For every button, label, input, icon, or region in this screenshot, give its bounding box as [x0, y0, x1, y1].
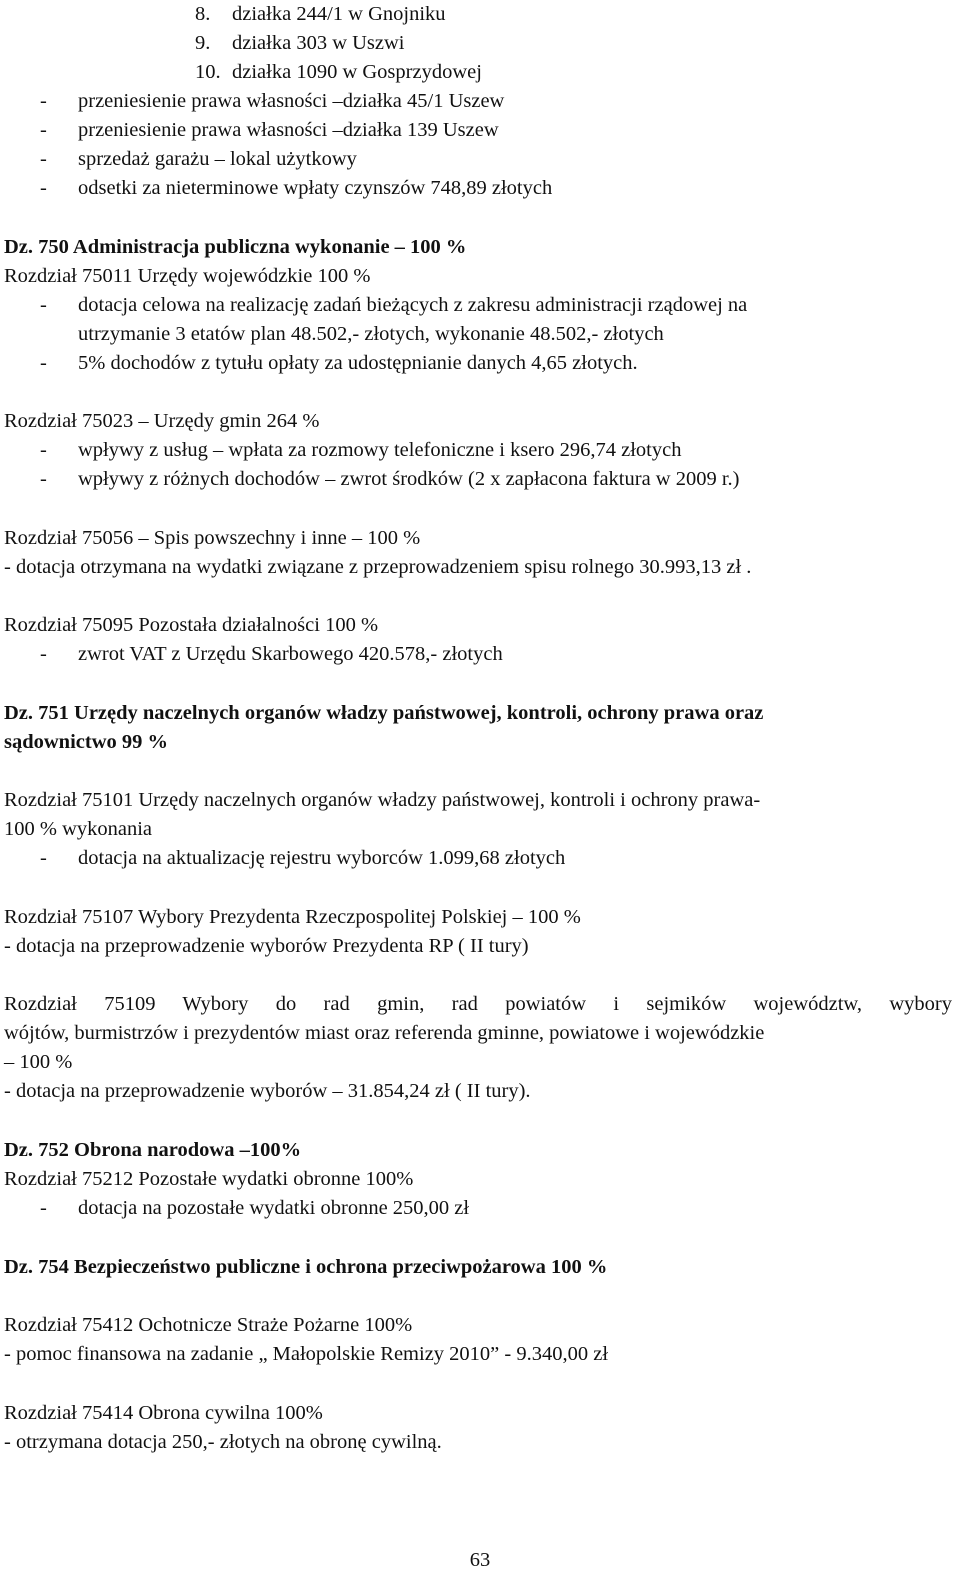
bullet-dash: -: [40, 119, 47, 141]
chapter-title-continuation: – 100 %: [4, 1051, 73, 1073]
bullet-dash: -: [40, 352, 47, 374]
list-item: działka 244/1 w Gnojniku: [232, 3, 446, 25]
list-item: działka 1090 w Gosprzydowej: [232, 61, 482, 83]
list-item: zwrot VAT z Urzędu Skarbowego 420.578,- złotych: [78, 643, 503, 665]
chapter-title-continuation: wójtów, burmistrzów i prezydentów miast oraz referenda gminne, powiatowe i wojewódzkie: [4, 1022, 765, 1044]
bullet-dash: -: [40, 148, 47, 170]
section-heading: Dz. 750 Administracja publiczna wykonanie – 100 %: [4, 236, 467, 258]
chapter-title: Rozdział 75414 Obrona cywilna 100%: [4, 1402, 323, 1424]
list-item: działka 303 w Uszwi: [232, 32, 405, 54]
list-item-continuation: utrzymanie 3 etatów plan 48.502,- złotych, wykonanie 48.502,- złotych: [78, 323, 664, 345]
chapter-title-continuation: 100 % wykonania: [4, 818, 153, 840]
section-heading: Dz. 752 Obrona narodowa –100%: [4, 1139, 302, 1161]
list-number: 10.: [195, 61, 221, 83]
list-item: dotacja na pozostałe wydatki obronne 250,00 zł: [78, 1197, 470, 1219]
list-number: 9.: [195, 32, 211, 54]
chapter-title: Rozdział 75095 Pozostała działalności 100 %: [4, 614, 379, 636]
list-item: przeniesienie prawa własności –działka 45/1 Uszew: [78, 90, 505, 112]
list-item: wpływy z usług – wpłata za rozmowy telefoniczne i ksero 296,74 złotych: [78, 439, 682, 461]
list-item: sprzedaż garażu – lokal użytkowy: [78, 148, 357, 170]
chapter-title: Rozdział 75056 – Spis powszechny i inne – 100 %: [4, 527, 421, 549]
bullet-dash: -: [40, 90, 47, 112]
section-heading-continuation: sądownictwo 99 %: [4, 731, 169, 753]
bullet-dash: -: [40, 177, 47, 199]
chapter-title: Rozdział 75011 Urzędy wojewódzkie 100 %: [4, 265, 371, 287]
chapter-title: Rozdział 75101 Urzędy naczelnych organów władzy państwowej, kontroli i ochrony prawa-: [4, 789, 761, 811]
bullet-dash: -: [40, 468, 47, 490]
list-item: wpływy z różnych dochodów – zwrot środków (2 x zapłacona faktura w 2009 r.): [78, 468, 740, 490]
page-number: 63: [469, 1549, 491, 1571]
paragraph: - otrzymana dotacja 250,- złotych na obronę cywilną.: [4, 1431, 442, 1453]
chapter-title: Rozdział 75412 Ochotnicze Straże Pożarne 100%: [4, 1314, 413, 1336]
list-item: przeniesienie prawa własności –działka 139 Uszew: [78, 119, 499, 141]
paragraph: - dotacja na przeprowadzenie wyborów – 31.854,24 zł ( II tury).: [4, 1080, 531, 1102]
chapter-title: Rozdział 75023 – Urzędy gmin 264 %: [4, 410, 320, 432]
section-heading: Dz. 751 Urzędy naczelnych organów władzy państwowej, kontroli, ochrony prawa oraz: [4, 702, 764, 724]
paragraph: - dotacja na przeprowadzenie wyborów Prezydenta RP ( II tury): [4, 935, 529, 957]
list-item: 5% dochodów z tytułu opłaty za udostępnianie danych 4,65 złotych.: [78, 352, 638, 374]
bullet-dash: -: [40, 847, 47, 869]
bullet-dash: -: [40, 439, 47, 461]
list-item: odsetki za nieterminowe wpłaty czynszów 748,89 złotych: [78, 177, 553, 199]
bullet-dash: -: [40, 643, 47, 665]
bullet-dash: -: [40, 1197, 47, 1219]
chapter-title: Rozdział 75109 Wybory do rad gmin, rad powiatów i sejmików województw, wybory: [4, 993, 952, 1015]
bullet-dash: -: [40, 294, 47, 316]
paragraph: - dotacja otrzymana na wydatki związane z przeprowadzeniem spisu rolnego 30.993,13 zł .: [4, 556, 752, 578]
chapter-title: Rozdział 75212 Pozostałe wydatki obronne 100%: [4, 1168, 414, 1190]
list-item: dotacja na aktualizację rejestru wyborców 1.099,68 złotych: [78, 847, 566, 869]
paragraph: - pomoc finansowa na zadanie „ Małopolskie Remizy 2010” - 9.340,00 zł: [4, 1343, 609, 1365]
list-number: 8.: [195, 3, 211, 25]
list-item: dotacja celowa na realizację zadań bieżących z zakresu administracji rządowej na: [78, 294, 748, 316]
section-heading: Dz. 754 Bezpieczeństwo publiczne i ochrona przeciwpożarowa 100 %: [4, 1256, 608, 1278]
chapter-title: Rozdział 75107 Wybory Prezydenta Rzeczpospolitej Polskiej – 100 %: [4, 906, 581, 928]
